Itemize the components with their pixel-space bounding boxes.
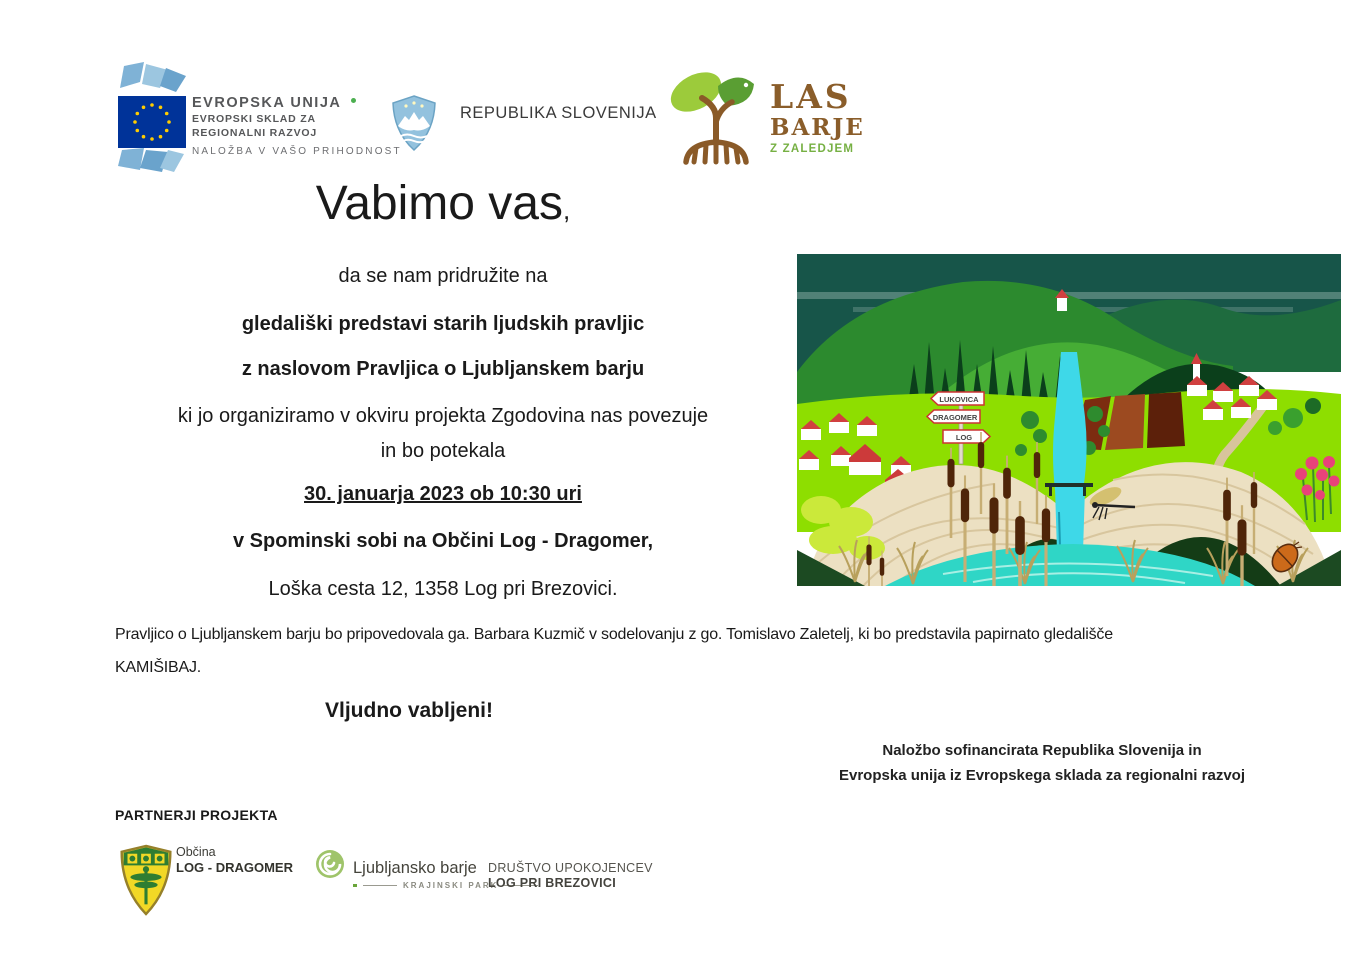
cofinance-line-2: Evropska unija iz Evropskega sklada za regionalni razvoj xyxy=(839,767,1245,784)
park-name: Ljubljansko barje xyxy=(353,859,477,877)
green-dot-icon xyxy=(351,98,356,103)
body-line-2: gledališki predstavi starih ljudskih pravljic xyxy=(241,313,645,335)
obcina-line2: LOG - DRAGOMER xyxy=(176,860,293,875)
eu-sub1: EVROPSKI SKLAD ZA xyxy=(192,113,316,125)
signpost-log-label: LOG xyxy=(955,433,973,442)
obcina-log-dragomer-coat-of-arms-icon xyxy=(119,844,173,916)
las-line1: LAS xyxy=(770,77,852,116)
popup-book-landscape-illustration xyxy=(793,252,1345,586)
partners-heading: PARTNERJI PROJEKTA xyxy=(115,807,278,823)
cofinance-note xyxy=(822,738,1262,788)
park-subtitle: KRAJINSKI PARK xyxy=(403,881,499,890)
krajinski-park-spiral-icon xyxy=(315,849,345,879)
event-address-line: Loška cesta 12, 1358 Log pri Brezovici. xyxy=(268,578,618,600)
body-line-1: da se nam pridružite na xyxy=(338,265,548,287)
eu-flag-icon xyxy=(110,62,190,174)
event-venue-line: v Spominski sobi na Občini Log - Dragomer, xyxy=(232,530,654,552)
green-accent-icon xyxy=(353,884,357,887)
obcina-line1: Občina xyxy=(176,845,216,859)
paragraph-line-1: Pravljico o Ljubljanskem barju bo pripovedovala ga. Barbara Kuzmič v sodelovanju z go. Tomislavo Zaletelj, ki bo predstavila papirnato gledališče xyxy=(115,626,1113,643)
republika-slovenija-label: REPUBLIKA SLOVENIJA xyxy=(460,104,657,122)
obcina-partner-label xyxy=(176,845,293,875)
las-barje-plant-icon xyxy=(668,64,768,168)
body-line-5: in bo potekala xyxy=(380,440,506,462)
eu-logo-text xyxy=(192,95,402,157)
signpost-dragomer-label: DRAGOMER xyxy=(932,413,978,422)
drustvo-partner-label xyxy=(488,861,653,890)
body-line-3: z naslovom Pravljica o Ljubljanskem barju xyxy=(241,358,645,380)
event-date-line: 30. januarja 2023 ob 10:30 uri xyxy=(304,483,582,505)
eu-title: EVROPSKA UNIJA xyxy=(192,95,402,111)
las-logo-text xyxy=(770,77,865,155)
slovenia-coat-of-arms-icon xyxy=(391,94,437,152)
signpost-lukovica-label: LUKOVICA xyxy=(939,395,979,404)
left-rule-icon xyxy=(363,885,397,886)
las-line3: Z ZALEDJEM xyxy=(770,143,855,155)
eu-sub2: REGIONALNI RAZVOJ xyxy=(192,127,318,139)
las-line2: BARJE xyxy=(770,114,865,141)
drustvo-line1: DRUŠTVO UPOKOJENCEV xyxy=(488,861,653,875)
body-line-4: ki jo organiziramo v okviru projekta Zgodovina nas povezuje xyxy=(177,405,709,427)
cofinance-line-1: Naložbo sofinancirata Republika Slovenija in xyxy=(882,742,1202,759)
drustvo-line2: LOG PRI BREZOVICI xyxy=(488,876,617,890)
closing-line: Vljudno vabljeni! xyxy=(325,699,494,722)
page-title: Vabimo vas, xyxy=(315,177,571,230)
paragraph-line-2: KAMIŠIBAJ. xyxy=(115,658,202,676)
eu-tagline: NALOŽBA V VAŠO PRIHODNOST xyxy=(192,146,402,157)
description-paragraph xyxy=(115,619,1113,684)
